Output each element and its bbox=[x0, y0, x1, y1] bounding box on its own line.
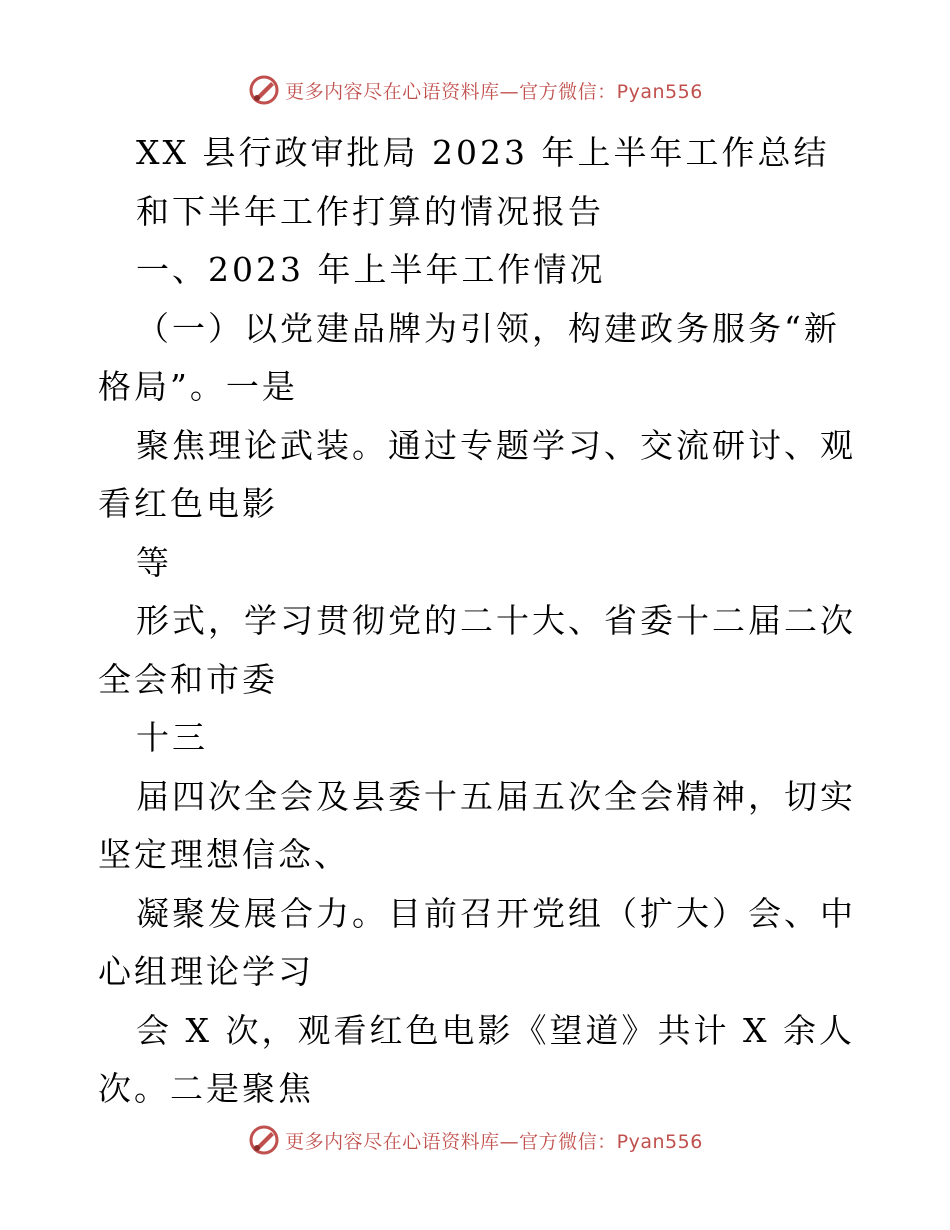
header-watermark bbox=[0, 70, 950, 110]
brush-logo-icon bbox=[247, 73, 281, 107]
watermark-text: 更多内容尽在心语资料库—官方微信：Pyan556 bbox=[285, 1130, 703, 1153]
paragraph: 届四次全会及县委十五届五次全会精神，切实坚定理想信念、 bbox=[98, 776, 856, 874]
paragraph: （一）以党建品牌为引领，构建政务服务“新格局”。一是 bbox=[98, 308, 840, 406]
paragraph: 等 bbox=[136, 542, 172, 582]
brush-logo-icon bbox=[247, 1123, 281, 1157]
doc-title-line-2: 和下半年工作打算的情况报告 bbox=[136, 191, 604, 231]
paragraph: 会 X 次，观看红色电影《望道》共计 X 余人次。二是聚焦 bbox=[98, 1010, 855, 1108]
paragraph: 十三 bbox=[136, 718, 208, 757]
watermark-text: 更多内容尽在心语资料库—官方微信：Pyan556 bbox=[285, 80, 703, 103]
paragraph: 凝聚发展合力。目前召开党组（扩大）会、中心组理论学习 bbox=[98, 893, 856, 991]
doc-title-line-1: XX 县行政审批局 2023 年上半年工作总结 bbox=[136, 133, 830, 172]
footer-watermark bbox=[0, 1120, 950, 1160]
paragraph: 形式，学习贯彻党的二十大、省委十二届二次全会和市委 bbox=[98, 601, 856, 699]
paragraph: 聚焦理论武装。通过专题学习、交流研讨、观看红色电影 bbox=[98, 425, 856, 523]
section-heading: 一、2023 年上半年工作情况 bbox=[136, 250, 606, 289]
document-body bbox=[98, 124, 858, 1119]
